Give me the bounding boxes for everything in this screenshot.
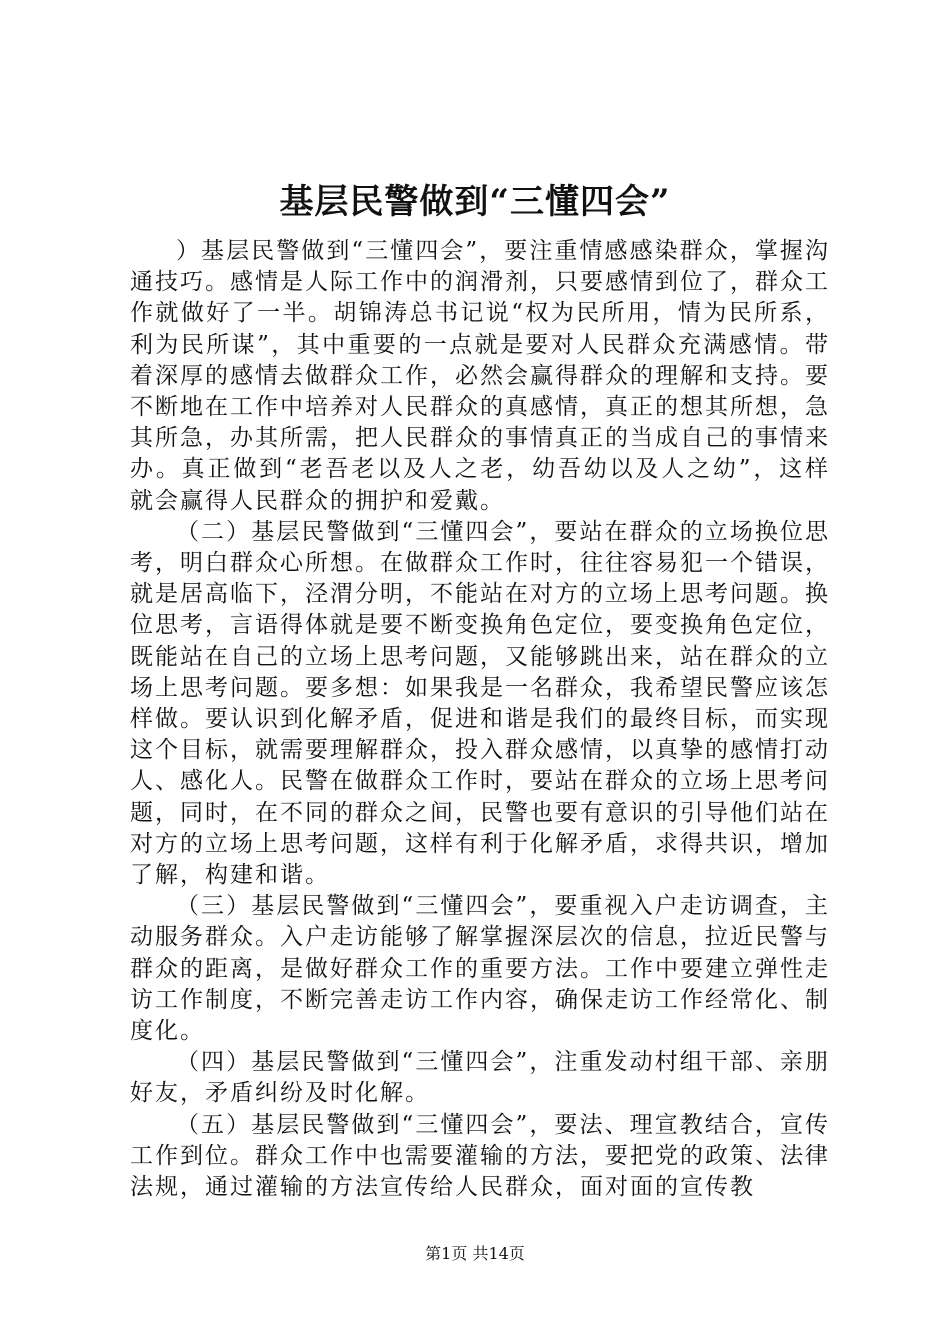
paragraph-2: （二）基层民警做到“三懂四会”，要站在群众的立场换位思考，明白群众心所想。在做群众工作时，往往容易犯一个错误，就是居高临下，泾渭分明，不能站在对方的立场上思考问题。换位思考，言语得体就是要不断变换角色定位，要变换角色定位，既能站在自己的立场上思考问题，又能够跳出来，站在群众的立场上思考问题。要多想：如果我是一名群众，我希望民警应该怎样做。要认识到化解矛盾，促进和谐是我们的最终目标，而实现这个目标，就需要理解群众，投入群众感情，以真挚的感情打动人、感化人。民警在做群众工作时，要站在群众的立场上思考问题，同时，在不同的群众之间，民警也要有意识的引导他们站在对方的立场上思考问题，这样有利于化解矛盾，求得共识，增加了解，构建和谐。 (130, 518, 830, 889)
paragraph-3: （三）基层民警做到“三懂四会”，要重视入户走访调查，主动服务群众。入户走访能够了解掌握深层次的信息，拉近民警与群众的距离，是做好群众工作的重要方法。工作中要建立弹性走访工作制度，不断完善走访工作内容，确保走访工作经常化、制度化。 (130, 893, 830, 1045)
document-title: 基层民警做到“三懂四会” (279, 182, 671, 222)
paragraph-4: （四）基层民警做到“三懂四会”，注重发动村组干部、亲朋好友，矛盾纠纷及时化解。 (130, 1049, 830, 1107)
document-body (130, 236, 830, 1203)
page-number-footer: 第1页 共14页 (425, 1244, 525, 1263)
paragraph-1: ）基层民警做到“三懂四会”，要注重情感感染群众，掌握沟通技巧。感情是人际工作中的润滑剂，只要感情到位了，群众工作就做好了一半。胡锦涛总书记说“权为民所用，情为民所系，利为民所谋”，其中重要的一点就是要对人民群众充满感情。带着深厚的感情去做群众工作，必然会赢得群众的理解和支持。要不断地在工作中培养对人民群众的真感情，真正的想其所想，急其所急，办其所需，把人民群众的事情真正的当成自己的事情来办。真正做到“老吾老以及人之老，幼吾幼以及人之幼”，这样就会赢得人民群众的拥护和爱戴。 (130, 238, 830, 514)
paragraph-5: （五）基层民警做到“三懂四会”，要法、理宣教结合，宣传工作到位。群众工作中也需要灌输的方法，要把党的政策、法律法规，通过灌输的方法宣传给人民群众，面对面的宣传教 (130, 1111, 830, 1201)
